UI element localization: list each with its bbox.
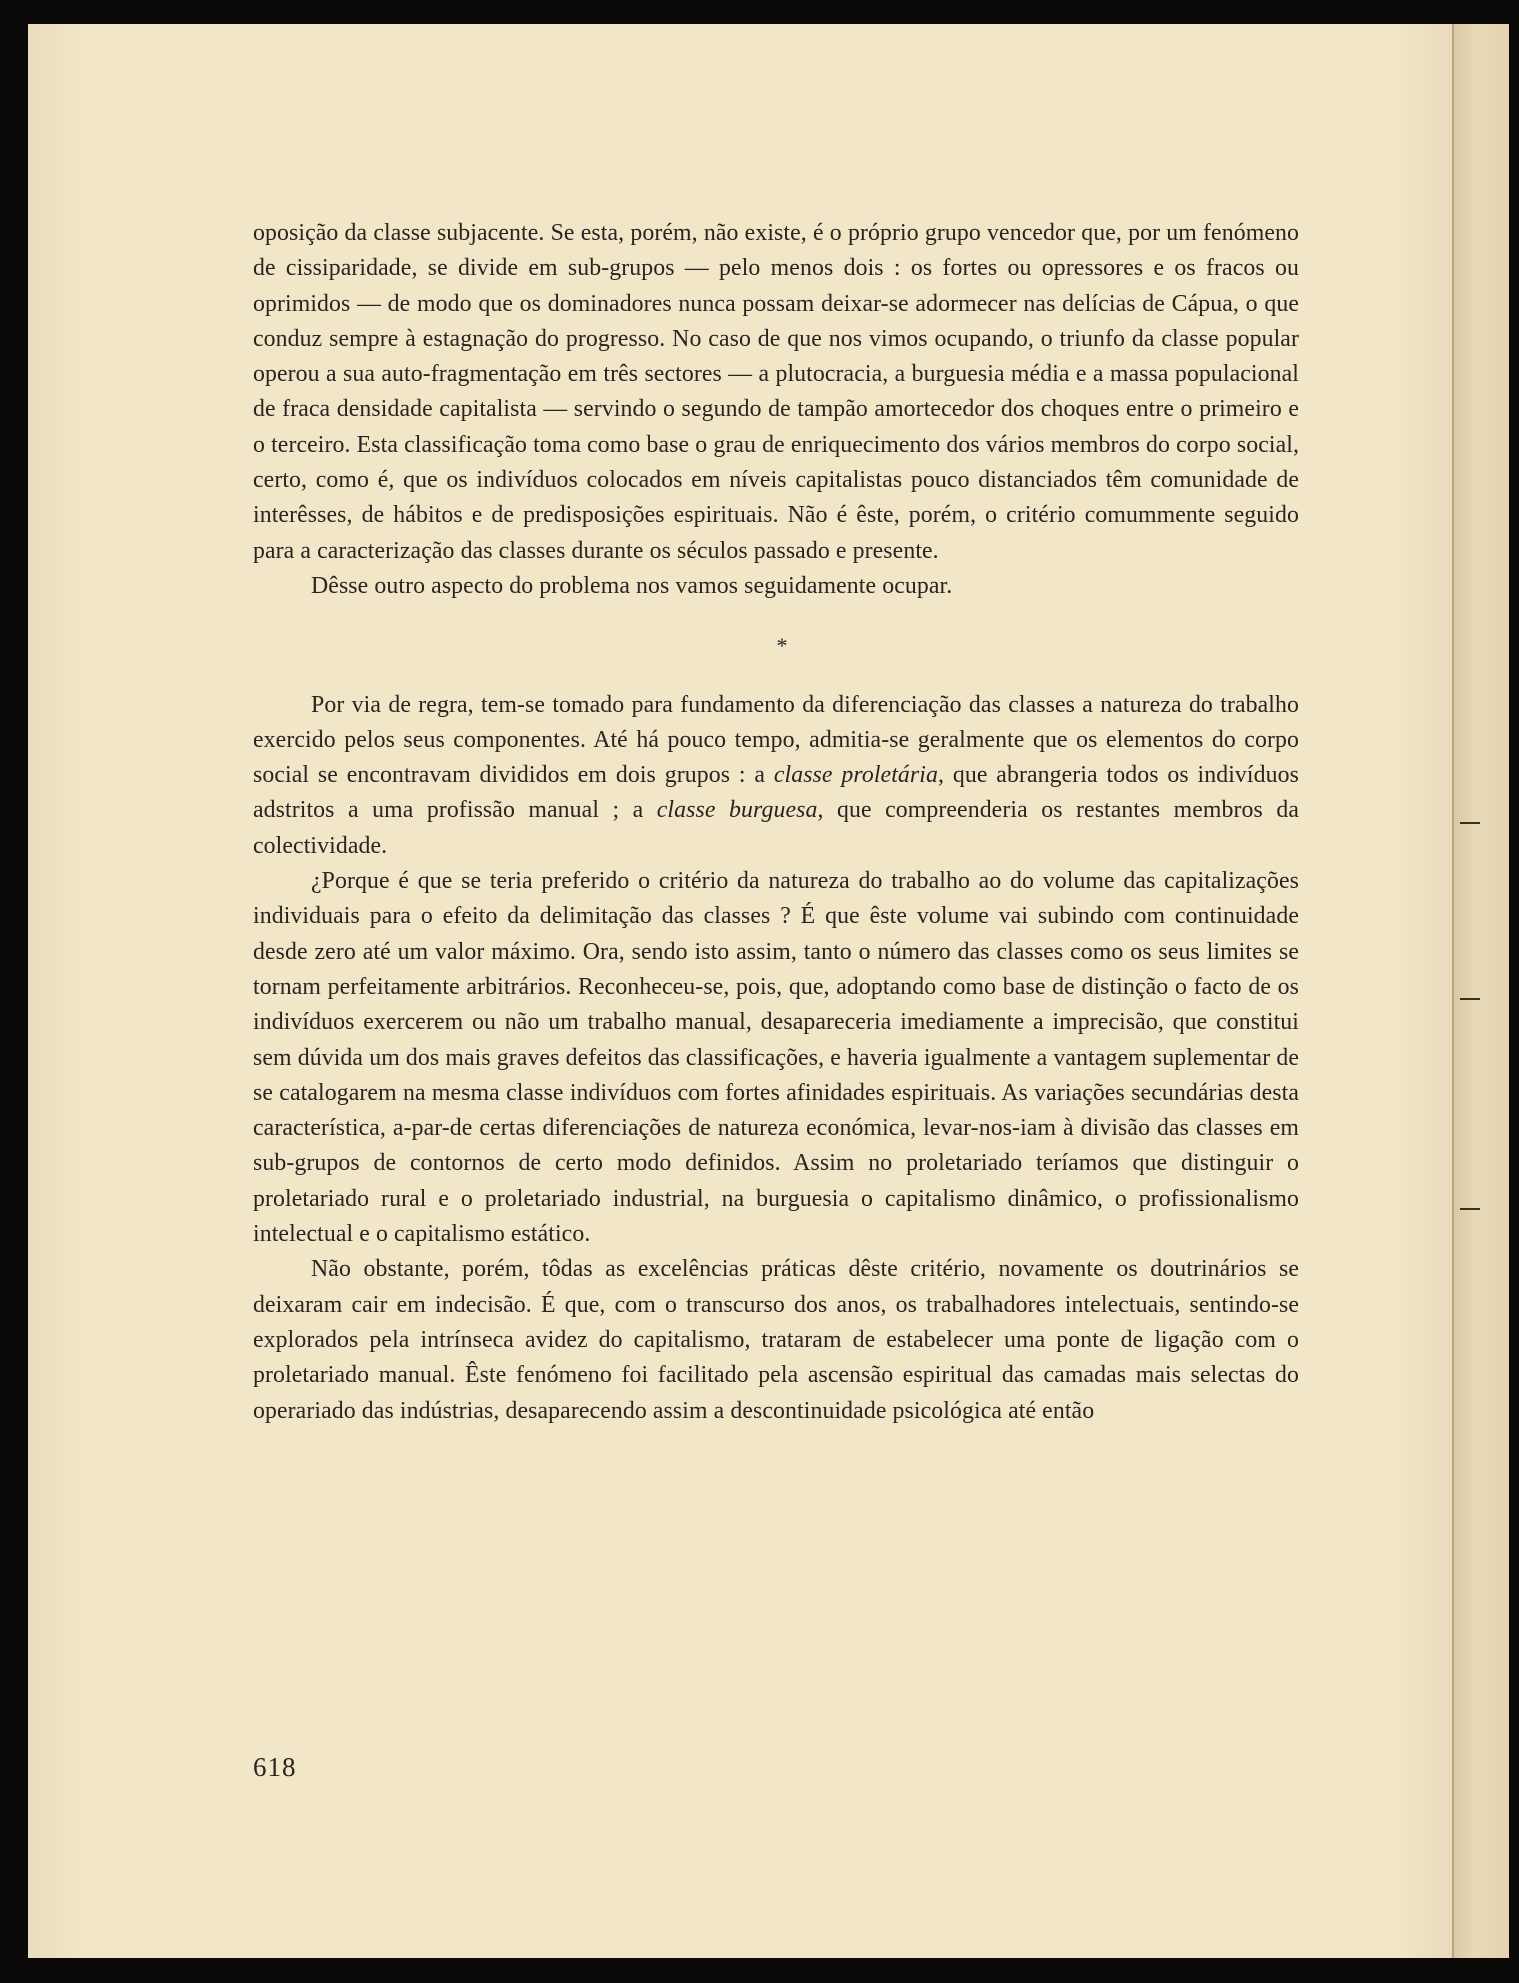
paragraph-classes-part2: , que abrangeria todos os indivíduos adstritos a uma profissão manual ; a xyxy=(253,762,1299,824)
paragraph-criterion: ¿Porque é que se teria preferido o critério da natureza do trabalho ao do volume das capitalizações individuais para o efeito da delimitação das classes ? É que êste volume vai subindo com continuidade desde zero até um valor máximo. Ora, sendo isto assim, tanto o número das classes como os seus limites se tornam perfeitamente arbitrários. Reconheceu-se, pois, que, adoptando como base de distinção o facto de os indivíduos exercerem ou não um trabalho manual, desapareceria imediamente a imprecisão, que constitui sem dúvida um dos mais graves defeitos das classificações, e haveria igualmente a vantagem suplementar de se catalogarem na mesma classe indivíduos com fortes afinidades espirituais. As variações secundárias desta característica, a-par-de certas diferenciações de natureza económica, levar-nos-iam à divisão das classes em sub-grupos de contornos de certo modo definidos. Assim no proletariado teríamos que distinguir o proletariado rural e o proletariado industrial, na burguesia o capitalismo dinâmico, o profissionalismo intelectual e o capitalismo estático. xyxy=(253,868,1299,1248)
paragraph-indecision: Não obstante, porém, tôdas as excelências práticas dêste critério, novamente os doutrinários se deixaram cair em indecisão. É que, com o transcurso dos anos, os trabalhadores intelectuais, sentindo-se explorados pela intrínseca avidez do capitalismo, trataram de estabelecer uma ponte de ligação com o proletariado manual. Êste fenómeno foi facilitado pela ascensão espiritual das camadas mais selectas do operariado das indústrias, desaparecendo assim a descontinuidade psicológica até então xyxy=(253,1256,1299,1424)
edge-mark xyxy=(1460,822,1480,824)
term-classe-proletaria: classe proletária xyxy=(773,762,939,789)
paragraph-classes-part1: Por via de regra, tem-se tomado para fundamento da diferenciação das classes a natureza do trabalho exercido pelos seus componentes. Até há pouco tempo, admitia-se geralmente que os elementos do corpo social se encontravam divididos em dois grupos : a xyxy=(253,691,1299,789)
edge-mark xyxy=(1460,1208,1480,1210)
paragraph-classes-part3: , que compreenderia os restantes membros da colectividade. xyxy=(253,797,1299,859)
term-classe-burguesa: classe burguesa xyxy=(656,797,818,824)
section-separator: * xyxy=(776,633,788,659)
page-number: 618 xyxy=(253,1752,297,1782)
next-page-edge xyxy=(1452,24,1509,1958)
body-text xyxy=(253,216,1299,1429)
paragraph-continuation: oposição da classe subjacente. Se esta, porém, não existe, é o próprio grupo vencedor que, por um fenómeno de cissiparidade, se divide em sub-grupos — pelo menos dois : os fortes ou opressores e os fracos ou oprimidos — de modo que os dominadores nunca possam deixar-se adormecer nas delícias de Cápua, o que conduz sempre à estagnação do progresso. No caso de que nos vimos ocupando, o triunfo da classe popular operou a sua auto-fragmentação em três sectores — a plutocracia, a burguesia média e a massa populacional de fraca densidade capitalista — servindo o segundo de tampão amortecedor dos choques entre o primeiro e o terceiro. Esta classificação toma como base o grau de enriquecimento dos vários membros do corpo social, certo, como é, que os indivíduos colocados em níveis capitalistas pouco distanciados têm comunidade de interêsses, de hábitos e de predisposições espirituais. Não é êste, porém, o critério comummente seguido para a caracterização das classes durante os séculos passado e presente. xyxy=(253,220,1299,564)
paragraph-classes xyxy=(253,688,1299,864)
edge-mark xyxy=(1460,998,1480,1000)
paragraph-transition: Dêsse outro aspecto do problema nos vamos seguidamente ocupar. xyxy=(311,572,953,599)
